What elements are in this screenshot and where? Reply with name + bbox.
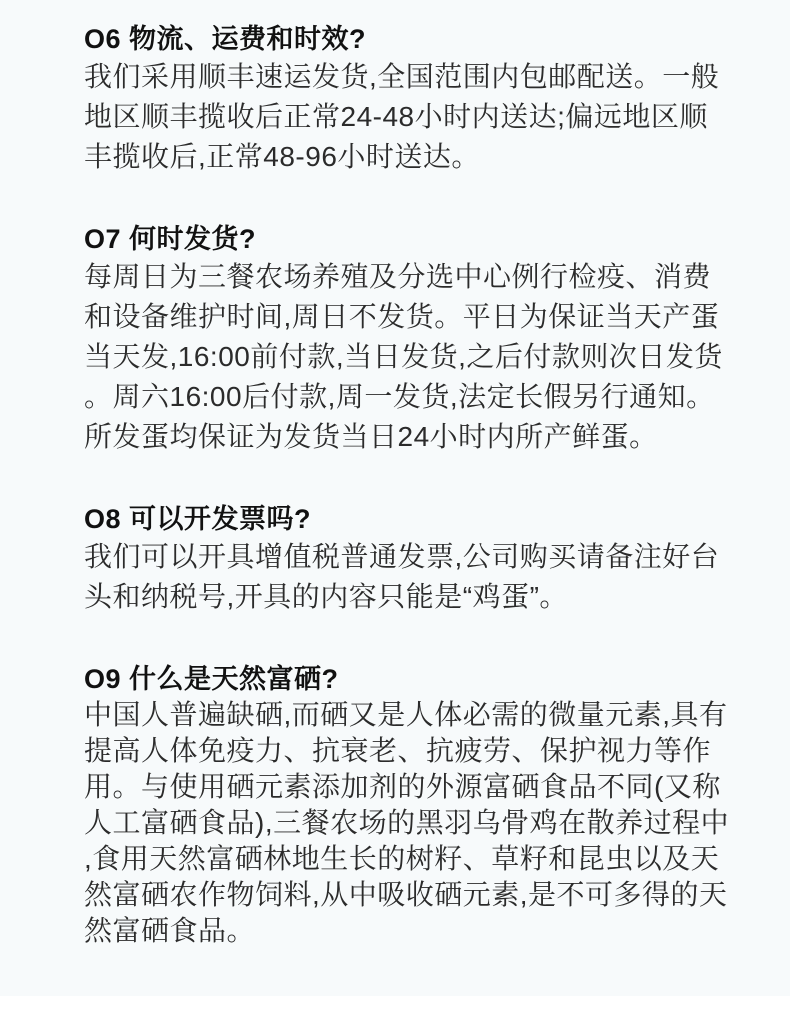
faq-section-q6: [84, 21, 720, 177]
faq-answer-line: 丰揽收后,正常48-96小时送达。: [84, 141, 480, 172]
bottom-white-strip: [0, 996, 790, 1011]
faq-answer-line: 然富硒食品。: [84, 915, 256, 946]
faq-answer-line: 。周六16:00后付款,周一发货,法定长假另行通知。: [84, 381, 715, 412]
faq-answer-line: ,食用天然富硒林地生长的树籽、草籽和昆虫以及天: [84, 843, 720, 874]
faq-answer: [84, 257, 723, 457]
faq-answer-line: 提高人体免疫力、抗衰老、抗疲劳、保护视力等作: [84, 735, 712, 766]
faq-question: O9 什么是天然富硒?: [84, 664, 339, 694]
faq-answer: [84, 57, 720, 177]
faq-answer-line: 所发蛋均保证为发货当日24小时内所产鲜蛋。: [84, 421, 658, 452]
faq-answer-line: 我们可以开具增值税普通发票,公司购买请备注好台: [84, 541, 720, 572]
faq-answer-line: 然富硒农作物饲料,从中吸收硒元素,是不可多得的天: [84, 879, 728, 910]
faq-answer-line: 和设备维护时间,周日不发货。平日为保证当天产蛋: [84, 301, 720, 332]
faq-answer-line: 用。与使用硒元素添加剂的外源富硒食品不同(又称: [84, 771, 721, 802]
faq-answer-line: 当天发,16:00前付款,当日发货,之后付款则次日发货: [84, 341, 723, 372]
faq-answer: [84, 537, 720, 617]
faq-question: O8 可以开发票吗?: [84, 504, 312, 534]
faq-answer-line: 人工富硒食品),三餐农场的黑羽乌骨鸡在散养过程中: [84, 807, 730, 838]
faq-section-q7: [84, 221, 723, 457]
faq-question: O6 物流、运费和时效?: [84, 24, 367, 54]
faq-answer-line: 头和纳税号,开具的内容只能是“鸡蛋”。: [84, 581, 568, 612]
faq-section-q9: [84, 661, 730, 949]
faq-answer-line: 我们采用顺丰速运发货,全国范围内包邮配送。一般: [84, 61, 720, 92]
faq-answer: [84, 697, 730, 949]
faq-answer-line: 中国人普遍缺硒,而硒又是人体必需的微量元素,具有: [84, 699, 728, 730]
faq-answer-line: 地区顺丰揽收后正常24-48小时内送达;偏远地区顺: [84, 101, 708, 132]
faq-answer-line: 每周日为三餐农场养殖及分选中心例行检疫、消费: [84, 261, 712, 292]
faq-section-q8: [84, 501, 720, 617]
faq-question: O7 何时发货?: [84, 224, 257, 254]
